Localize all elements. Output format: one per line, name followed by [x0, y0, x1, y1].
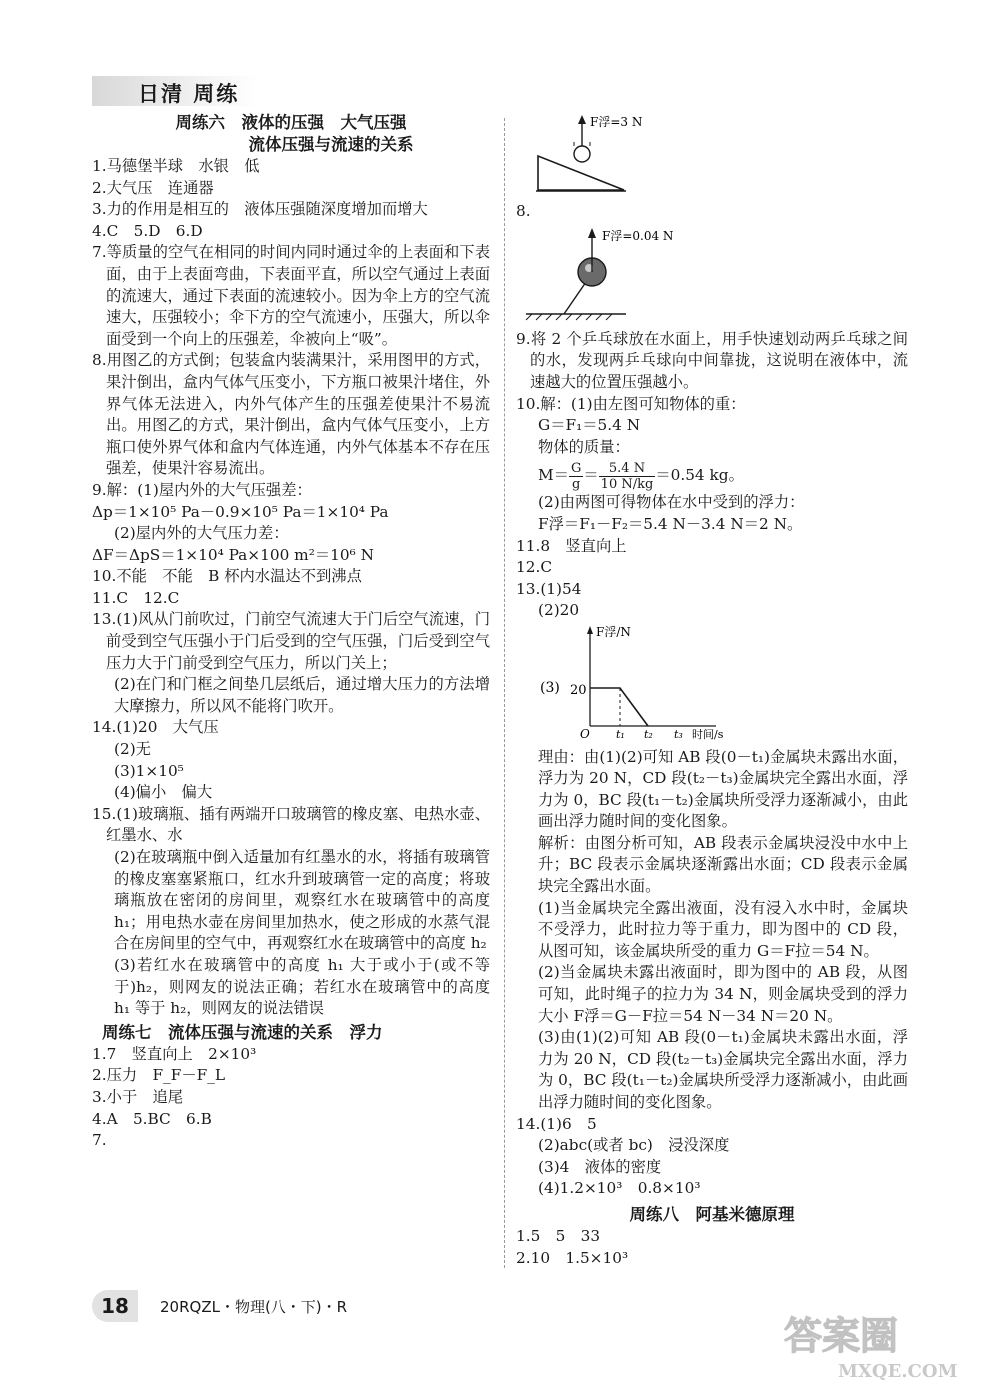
page-header — [92, 70, 262, 110]
answer-8: 8.用图乙的方式倒；包装盒内装满果汁，采用图甲的方式，果汁倒出，盒内气体气压变小，下方瓶口被果汁堵住，外界气体无法进入，内外气体产生的压强差使果汁不易流出。用图乙的方式，果汁倒出，盒内气体气压变小，上方瓶口使外界气体和盒内气体连通，内外气体基本不存在压强差，使果汁容易流出。 — [92, 351, 490, 478]
s7-answer-13-part1: 13.(1)54 — [516, 579, 582, 598]
footer-book-code: 20RQZL・物理(八・下)・R — [160, 1298, 348, 1316]
graph-part-label: (3) — [540, 679, 560, 696]
answer-11-12: 11.C 12.C — [92, 588, 180, 607]
mass-eq-equals: ＝ — [583, 466, 599, 485]
s7-answer-3: 3.小于 追尾 — [92, 1087, 184, 1106]
s7-answer-1: 1.7 竖直向上 2×10³ — [92, 1044, 257, 1063]
graph-buoyancy-line — [590, 688, 648, 726]
section-8-title: 周练八 阿基米德原理 — [629, 1204, 795, 1224]
s7-answer-10-intro: 10.解：(1)由左图可知物体的重： — [516, 394, 746, 413]
answer-13-part2: (2)在门和门框之间垫几层纸后，通过增大压力的方法增大摩擦力，所以风不能将门吹开。 — [114, 675, 490, 715]
watermark-text: 答案圈 — [784, 1313, 899, 1358]
answer-7: 7.等质量的空气在相同的时间内同时通过伞的上表面和下表面，由于上表面弯曲，下表面平直，所以空气通过上表面的流速大，通过下表面的流速较小。因为伞上方的空气流速大，压强较小；伞下方的空气流速小，压强大，所以伞面受到一个向上的压强差，伞被向上“吸”。 — [92, 243, 490, 348]
answer-2: 2.大气压 连通器 — [92, 178, 214, 197]
s7-answer-13-reason: 理由：由(1)(2)可知 AB 段(0－t₁)金属块未露出水面，浮力为 20 N，CD 段(t₂－t₃)金属块完全露出水面，浮力为 0，BC 段(t₁－t₂)金属块所受浮力逐渐减小，由此画出浮力随时间的变化图象。 — [538, 747, 908, 831]
fraction-g-over-g — [569, 461, 583, 492]
s7-answer-12: 12.C — [516, 558, 553, 577]
buoyancy-time-graph — [516, 622, 756, 740]
watermark-logo — [778, 1305, 978, 1383]
s7-answer-11: 11.8 竖直向上 — [516, 536, 627, 555]
answer-9-part2: (2)屋内外的大气压力差： — [114, 524, 289, 543]
fig7-force-label: F浮=3 N — [590, 115, 643, 129]
section-6-title-line2: 流体压强与流速的关系 — [248, 135, 414, 154]
fraction-den-2: 10 N/kg — [600, 476, 654, 492]
s7-answer-10-buoyancy: F浮＝F₁－F₂＝5.4 N－3.4 N＝2 N。 — [538, 514, 803, 533]
graph-y-arrow — [587, 626, 593, 634]
graph-origin: O — [580, 726, 590, 740]
s7-answer-14-part1: 14.(1)6 5 — [516, 1114, 597, 1133]
answer-9-eq1: Δp＝1×10⁵ Pa－0.9×10⁵ Pa＝1×10⁴ Pa — [92, 502, 389, 521]
right-column — [516, 112, 908, 1269]
incline-buoyancy-figure — [516, 112, 646, 194]
section-7-title: 周练七 流体压强与流速的关系 浮力 — [102, 1022, 383, 1042]
s7-answer-14-part3: (3)4 液体的密度 — [538, 1157, 662, 1176]
answer-14-part2: (2)无 — [114, 740, 151, 759]
fraction-num-1: G — [570, 460, 582, 476]
answer-14-part1: 14.(1)20 大气压 — [92, 718, 219, 737]
sphere-buoyancy-figure — [516, 222, 686, 322]
s8-answer-2: 2.10 1.5×10³ — [516, 1248, 629, 1267]
answer-13-part1: 13.(1)风从门前吹过，门前空气流速大于门后空气流速，门前受到空气压强小于门后受到的空气压强，门后受到空气压力大于门前受到空气压力，所以门关上； — [92, 610, 490, 672]
fraction-num-2: 5.4 N — [599, 461, 656, 477]
section-6-title — [92, 112, 490, 156]
s7-answer-13-analysis: 解析：由图分析可知，AB 段表示金属块浸没中水中上升；BC 段表示金属块逐渐露出水面；CD 段表示金属块完全露出水面。 — [538, 833, 908, 896]
answer-9-intro: 9.解：(1)屋内外的大气压强差： — [92, 480, 312, 499]
graph-y-label: F浮/N — [596, 624, 631, 639]
s7-answer-9: 9.将 2 个乒乓球放在水面上，用手快速划动两乒乓球之间的水，发现两乒乓球向中间靠拢，这说明在液体中，流速越大的位置压强越小。 — [516, 329, 908, 391]
mass-eq-result: ＝0.54 kg。 — [655, 466, 744, 485]
graph-tick-t3: t₃ — [674, 727, 683, 740]
buoyancy-arrow-head — [588, 228, 596, 238]
answer-3: 3.力的作用是相互的 液体压强随深度增加而增大 — [92, 200, 428, 219]
answer-10: 10.不能 不能 B 杯内水温达不到沸点 — [92, 567, 362, 586]
answer-15-part3: (3)若红水在玻璃管中的高度 h₁ 大于或小于(或不等于)h₂，则网友的说法正确；若红水在玻璃管中的高度 h₁ 等于 h₂，则网友的说法错误 — [114, 955, 490, 1018]
graph-tick-t1: t₁ — [616, 727, 625, 740]
buoyancy-arrow-head — [578, 115, 586, 124]
answer-9-eq2: ΔF＝ΔpS＝1×10⁴ Pa×100 m²＝10⁶ N — [92, 545, 374, 564]
answer-14-part4: (4)偏小 偏大 — [114, 783, 213, 802]
graph-tick-t2: t₂ — [644, 727, 653, 740]
s7-answer-13-analysis-3: (3)由(1)(2)可知 AB 段(0－t₁)金属块未露出水面，浮力为 20 N，CD 段(t₂－t₃)金属块完全露出水面，浮力为 0，BC 段(t₁－t₂)金属块所受浮力逐渐减小，由此画出浮力随时间的变化图象。 — [538, 1028, 908, 1111]
s7-answer-10-weight: G＝F₁＝5.4 N — [538, 416, 641, 435]
s7-answer-13-analysis-2: (2)当金属块未露出液面时，即为图中的 AB 段，从图可知，此时绳子的拉力为 34 N，则金属块受到的浮力大小 F浮＝G－F拉＝54 N－34 N＝20 N。 — [538, 963, 908, 1025]
fig8-force-label: F浮=0.04 N — [602, 229, 674, 244]
s7-answer-4-6: 4.A 5.BC 6.B — [92, 1109, 212, 1128]
left-column — [92, 112, 490, 1152]
answer-1: 1.马德堡半球 水银 低 — [92, 157, 260, 175]
ground-hatching — [526, 314, 612, 320]
mass-eq-lhs: M＝ — [538, 466, 569, 485]
watermark-sub: MXQE.COM — [838, 1361, 958, 1382]
s7-answer-2: 2.压力 F_F－F_L — [92, 1066, 226, 1085]
s7-answer-10-mass-eq — [516, 458, 908, 492]
string-line — [564, 282, 586, 314]
s7-answer-10-mass-label: 物体的质量： — [538, 437, 630, 456]
graph-x-label: 时间/s — [692, 727, 724, 740]
section-6-title-line1: 周练六 液体的压强 大气压强 — [175, 113, 407, 132]
column-divider — [504, 118, 506, 1268]
page-number: 18 — [92, 1290, 138, 1322]
s7-answer-8: 8. — [516, 201, 531, 220]
answer-4-6: 4.C 5.D 6.D — [92, 221, 203, 240]
fraction-values — [599, 461, 656, 492]
s7-answer-13-part2: (2)20 — [538, 601, 580, 620]
s8-answer-1: 1.5 5 33 — [516, 1226, 601, 1245]
s7-answer-10-part2: (2)由两图可得物体在水中受到的浮力： — [538, 493, 805, 512]
s7-answer-13-analysis-1: (1)当金属块完全露出液面，没有浸入水中时，金属块不受浮力，此时拉力等于重力，即为图中的 CD 段，从图可知，该金属块所受的重力 G＝F拉＝54 N。 — [538, 898, 908, 960]
s7-answer-7: 7. — [92, 1131, 107, 1150]
s7-answer-14-part4: (4)1.2×10³ 0.8×10³ — [538, 1179, 701, 1198]
ball-circle — [574, 146, 590, 162]
answer-14-part3: (3)1×10⁵ — [114, 761, 184, 780]
fraction-den-1: g — [572, 476, 581, 492]
header-title: 日清 周练 — [138, 82, 240, 106]
s7-answer-14-part2: (2)abc(或者 bc) 浸没深度 — [538, 1136, 730, 1155]
answer-15-part2: (2)在玻璃瓶中倒入适量加有红墨水的水，将插有玻璃管的橡皮塞塞紧瓶口，红水升到玻璃管一定的高度；将玻璃瓶放在密闭的房间里，观察红水在玻璃管中的高度 h₁；用电热水壶在房间里加热水，使之形成的水蒸气混合在房间里的空气中，再观察红水在玻璃管中的高度 h₂ — [114, 848, 490, 953]
graph-y-tick-20: 20 — [570, 682, 587, 698]
answer-15-part1: 15.(1)玻璃瓶、插有两端开口玻璃管的橡皮塞、电热水壶、红墨水、水 — [92, 804, 490, 845]
